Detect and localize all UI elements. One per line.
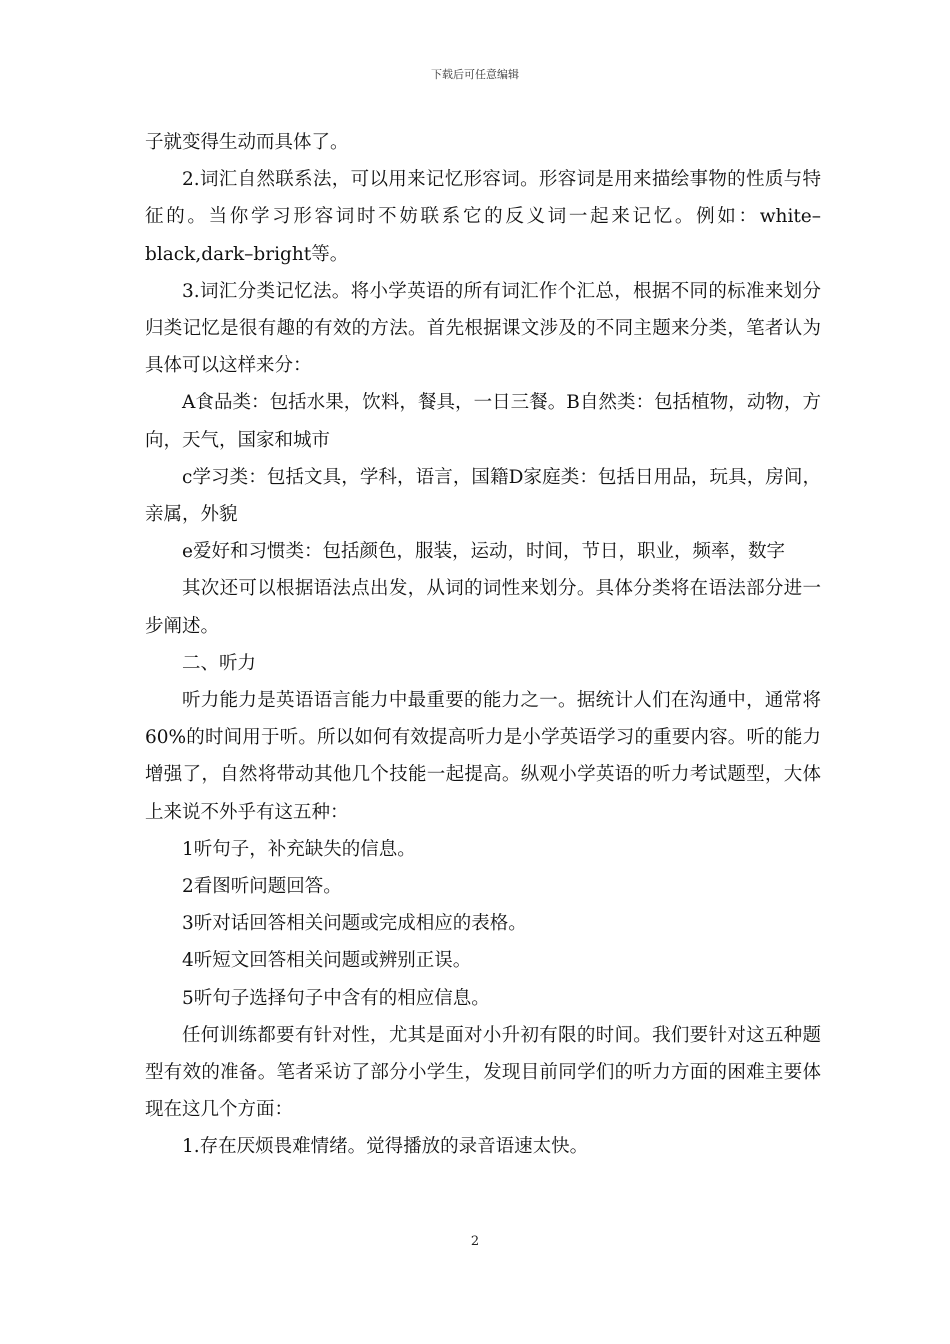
paragraph: 听力能力是英语语言能力中最重要的能力之一。据统计人们在沟通中，通常将60%的时间用于听。所以如何有效提高听力是小学英语学习的重要内容。听的能力增强了，自然将带动其他几个技能一起提高。纵观小学英语的听力考试题型，大体上来说不外乎有这五种： — [145, 690, 821, 823]
list-item: 4听短文回答相关问题或辨别正误。 — [182, 950, 472, 972]
paragraph: 其次还可以根据语法点出发，从词的词性来划分。具体分类将在语法部分进一步阐述。 — [145, 578, 821, 637]
list-item: 3听对话回答相关问题或完成相应的表格。 — [182, 913, 527, 935]
paragraph: 3.词汇分类记忆法。将小学英语的所有词汇作个汇总，根据不同的标准来划分归类记忆是很有趣的有效的方法。首先根据课文涉及的不同主题来分类，笔者认为具体可以这样来分： — [145, 280, 821, 377]
paragraph: 子就变得生动而具体了。 — [145, 132, 349, 153]
page-number: 2 — [470, 1234, 480, 1249]
paragraph: 任何训练都要有针对性，尤其是面对小升初有限的时间。我们要针对这五种题型有效的准备。笔者采访了部分小学生，发现目前同学们的听力方面的困难主要体现在这几个方面： — [145, 1024, 821, 1121]
page-header: 下载后可任意编辑 — [431, 68, 519, 81]
paragraph: e爱好和习惯类：包括颜色，服装，运动，时间，节日，职业，频率，数字 — [182, 541, 785, 563]
paragraph: 2.词汇自然联系法，可以用来记忆形容词。形容词是用来描绘事物的性质与特征的。当你学习形容词时不妨联系它的反义词一起来记忆。例如：white–black,dark–bright等。 — [145, 169, 821, 265]
list-item: 1听句子，补充缺失的信息。 — [182, 838, 416, 860]
document-body — [145, 124, 821, 1166]
paragraph: c学习类：包括文具，学科，语言，国籍D家庭类：包括日用品，玩具，房间，亲属，外貌 — [145, 466, 821, 526]
list-item: 5听句子选择句子中含有的相应信息。 — [182, 987, 490, 1009]
list-item: 1.存在厌烦畏难情绪。觉得播放的录音语速太快。 — [182, 1136, 589, 1158]
list-item: 2看图听问题回答。 — [182, 876, 342, 898]
section-heading: 二、听力 — [182, 652, 257, 674]
paragraph: A食品类：包括水果，饮料，餐具，一日三餐。B自然类：包括植物，动物，方向，天气，国家和城市 — [145, 392, 821, 451]
